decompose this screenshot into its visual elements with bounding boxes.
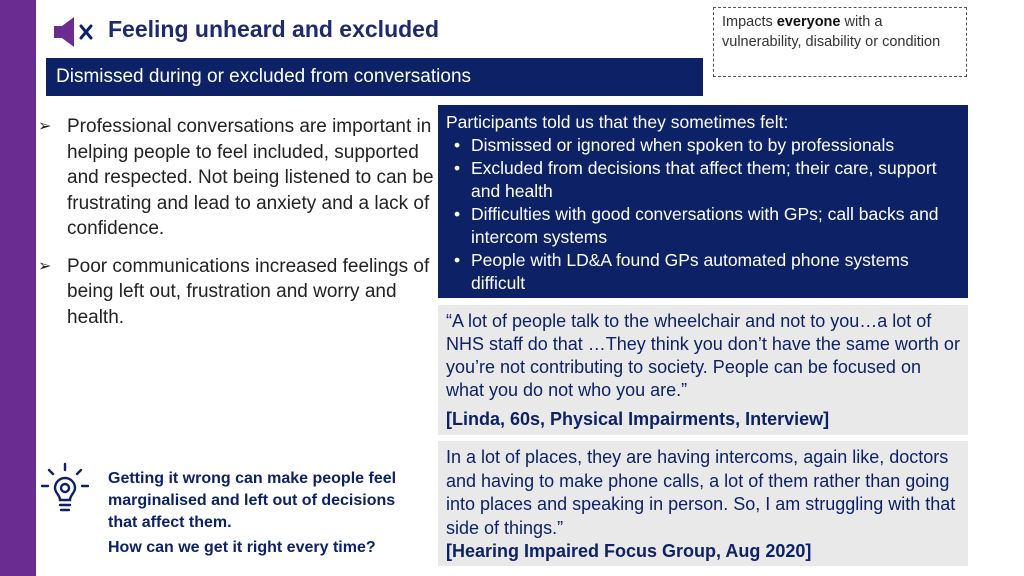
quote-attribution: [Hearing Impaired Focus Group, Aug 2020] [446,541,812,561]
quote-text: In a lot of places, they are having intercoms, again like, doctors and having to make phone calls, a lot of them rather than going into places and speaking in person. So, I am struggling with that side of things.” [446,447,956,538]
lightbulb-idea-icon [40,462,90,516]
quote-attribution: [Linda, 60s, Physical Impairments, Interview] [446,409,830,429]
bullet-text: Professional conversations are important in helping people to feel included, supported and respected. Not being listened to can be frustrating and lead to anxiety and a lack of confidence. [67,116,434,239]
bullet-item [38,254,438,331]
list-item: • Excluded from decisions that affect them; their care, support and health [446,157,960,203]
callout-statement: Getting it wrong can make people feel marginalised and left out of decisions that affect them. [108,470,397,531]
page-title: Feeling unheard and excluded [108,16,440,42]
participants-intro: Participants told us that they sometimes felt: [446,112,789,132]
impact-suffix: with a vulnerability, disability or condition [722,14,941,50]
left-accent-bar [0,0,36,576]
bullet-item [38,114,438,242]
quote-text: “A lot of people talk to the wheelchair and not to you…a lot of NHS staff do that …They think you don’t have the same worth or you’re not contributing to society. People can be focused on what you do not who you are.” [446,311,960,400]
quote-box-linda [438,305,968,435]
callout-box [108,468,418,559]
arrow-bullet-icon: ➢ [38,257,52,275]
list-item: • Difficulties with good conversations with GPs; call backs and intercom systems [446,203,960,249]
participants-panel [438,105,968,298]
bullet-text: Poor communications increased feelings of being left out, frustration and worry and health. [67,255,430,328]
participants-list [446,134,960,295]
list-item: • Dismissed or ignored when spoken to by professionals [446,134,960,157]
subtitle-bar: Dismissed during or excluded from conversations [46,58,703,96]
arrow-bullet-icon: ➢ [38,118,52,135]
impact-emphasis: everyone [776,14,841,30]
impact-note [713,7,967,77]
muted-speaker-icon [52,14,96,50]
impact-prefix: Impacts [722,14,777,30]
callout-question: How can we get it right every time? [108,539,376,556]
quote-box-hearing-impaired [438,441,968,566]
left-bullet-list [38,114,438,342]
list-item: • People with LD&A found GPs automated phone systems difficult [446,249,960,295]
